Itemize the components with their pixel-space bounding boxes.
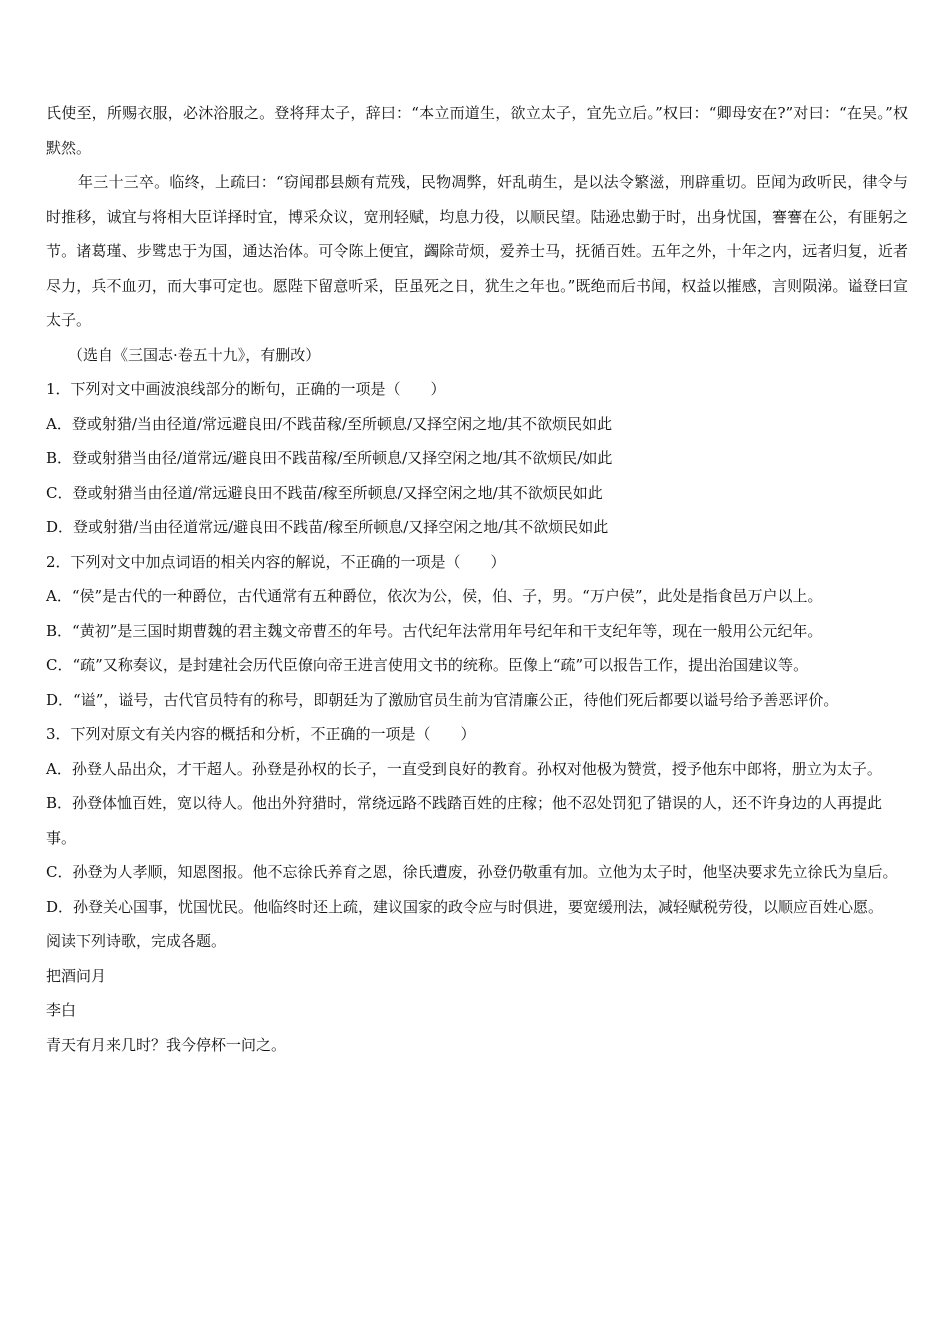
question-stem: 1．下列对文中画波浪线部分的断句，正确的一项是（ ） [46,380,446,398]
question-stem: 2．下列对文中加点词语的相关内容的解说，不正确的一项是（ ） [46,552,506,571]
option-a: A．登或射猎/当由径道/常远避良田/不践苗稼/至所顿息/又择空闲之地/其不欲烦民如此 [46,414,613,433]
option-a: A．“侯”是古代的一种爵位，古代通常有五种爵位，依次为公，侯，伯、子，男。“万户侯”，此处是指食邑万户以上。 [46,587,823,605]
option-d: D．孙登关心国事，忧国忧民。他临终时还上疏，建议国家的政令应与时俱进，要宽缓刑法，减轻赋税劳役，以顺应百姓心愿。 [46,897,884,916]
passage-paragraph: 氏使至，所赐衣服，必沐浴服之。登将拜太子，辞曰：“本立而道生，欲立太子，宜先立后。”权曰：“卿母安在?”对曰：“在吴。”权默然。 [46,104,908,157]
option-b: B．孙登体恤百姓，宽以待人。他出外狩猎时，常绕远路不践踏百姓的庄稼；他不忍处罚犯了错误的人，还不许身边的人再提此事。 [46,794,883,847]
question-1 [46,372,908,545]
poem-instruction: 阅读下列诗歌，完成各题。 [46,932,227,950]
option-c: C．“疏”又称奏议，是封建社会历代臣僚向帝王进言使用文书的统称。臣像上“疏”可以报告工作，提出治国建议等。 [46,656,809,674]
question-stem: 3．下列对原文有关内容的概括和分析，不正确的一项是（ ） [46,725,476,743]
question-2 [46,545,908,718]
passage-paragraph: 年三十三卒。临终，上疏曰：“窃闻郡县颇有荒残，民物凋弊，奸乱萌生，是以法令繁滋，刑辟重切。臣闻为政听民，律令与时推移，诚宜与将相大臣详择时宜，博采众议，宽刑轻赋，均息力役，以顺民望。陆逊忠勤于时，出身忧国，謇謇在公，有匪躬之节。诸葛瑾、步骘忠于为国，通达治体。可令陈上便宜，蠲除苛烦，爱养士马，抚循百姓。五年之外，十年之内，远者归复，近者尽力，兵不血刃，而大事可定也。愿陛下留意听采，臣虽死之日，犹生之年也。”既绝而后书闻，权益以摧感，言则陨涕。谥登曰宣太子。 [46,173,908,329]
option-d: D．“谥”，谥号，古代官员特有的称号，即朝廷为了激励官员生前为官清廉公正，待他们死后都要以谥号给予善恶评价。 [46,690,839,709]
option-b: B．“黄初”是三国时期曹魏的君主魏文帝曹丕的年号。古代纪年法常用年号纪年和干支纪年等，现在一般用公元纪年。 [46,621,823,640]
option-b: B．登或射猎当由径/道常远/避良田不践苗稼/至所顿息/又择空闲之地/其不欲烦民/如此 [46,449,613,467]
document-page [46,96,908,1062]
option-a: A．孙登人品出众，才干超人。孙登是孙权的长子，一直受到良好的教育。孙权对他极为赞赏，授予他东中郎将，册立为太子。 [46,759,882,778]
passage-source: （选自《三国志·卷五十九》，有删改） [68,345,321,364]
poem-line: 青天有月来几时？我今停杯一问之。 [46,1035,287,1054]
question-3 [46,717,908,924]
option-d: D．登或射猎/当由径道常远/避良田不践苗/稼至所顿息/又择空闲之地/其不欲烦民如此 [46,518,609,536]
option-c: C．孙登为人孝顺，知恩图报。他不忘徐氏养育之恩，徐氏遭废，孙登仍敬重有加。立他为太子时，他坚决要求先立徐氏为皇后。 [46,863,898,881]
poem-author: 李白 [46,1001,77,1019]
option-c: C．登或射猎当由径道/常远避良田不践苗/稼至所顿息/又择空闲之地/其不欲烦民如此 [46,483,603,502]
poem-title: 把酒问月 [46,966,107,985]
